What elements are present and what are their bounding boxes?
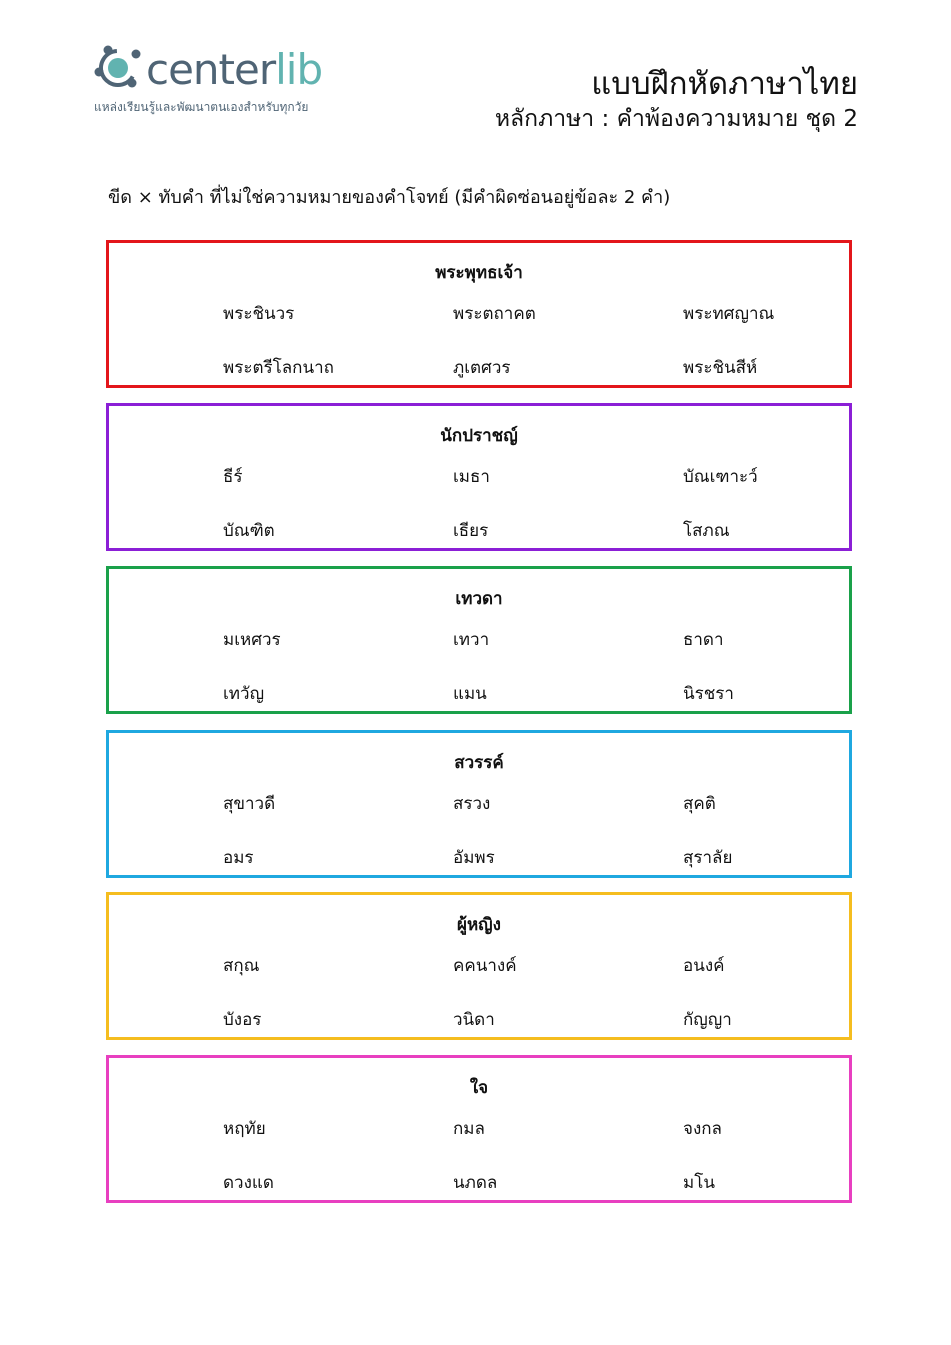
logo-wordmark [146, 44, 322, 96]
centerlib-logo [92, 40, 352, 120]
choice-word[interactable]: แมน [453, 684, 487, 704]
question-box-6 [106, 1055, 852, 1203]
choice-word[interactable]: พระตรีโลกนาถ [223, 358, 334, 378]
choice-word[interactable]: พระทศญาณ [683, 304, 775, 324]
choice-word[interactable]: สุคติ [683, 794, 716, 814]
logo-word-main: center [146, 45, 276, 94]
choice-word[interactable]: อมร [223, 848, 254, 868]
choice-word[interactable]: ธาดา [683, 630, 724, 650]
choice-word[interactable]: เทวา [453, 630, 490, 650]
choice-word[interactable]: นิรชรา [683, 684, 734, 704]
choice-word[interactable]: ดวงแด [223, 1173, 274, 1193]
question-box-1 [106, 240, 852, 388]
worksheet-subtitle: หลักภาษา : คำพ้องความหมาย ชุด 2 [494, 106, 858, 132]
choice-word[interactable]: วนิดา [453, 1010, 495, 1030]
question-word: พระพุทธเจ้า [435, 263, 523, 283]
choice-word[interactable]: ธีร์ [223, 467, 243, 487]
choice-word[interactable]: มโน [683, 1173, 715, 1193]
choice-word[interactable]: เธียร [453, 521, 489, 541]
question-word: เทวดา [455, 589, 503, 609]
question-box-4 [106, 730, 852, 878]
question-box-3 [106, 566, 852, 714]
choice-word[interactable]: โสภณ [683, 521, 730, 541]
question-box-5 [106, 892, 852, 1040]
choice-word[interactable]: สกุณ [223, 956, 260, 976]
choice-word[interactable]: สรวง [453, 794, 491, 814]
choice-word[interactable]: พระตถาคต [453, 304, 536, 324]
logo-tagline: แหล่งเรียนรู้และพัฒนาตนเองสำหรับทุกวัย [94, 100, 309, 114]
molecule-logo-icon [92, 40, 148, 96]
choice-word[interactable]: กัญญา [683, 1010, 732, 1030]
question-word: สวรรค์ [454, 753, 504, 773]
choice-word[interactable]: บัณฑิต [223, 521, 275, 541]
choice-word[interactable]: พระชินสีห์ [683, 358, 758, 378]
question-word: ใจ [469, 1078, 489, 1098]
choice-word[interactable]: อัมพร [453, 848, 495, 868]
worksheet-title: แบบฝึกหัดภาษาไทย [591, 66, 858, 102]
choice-word[interactable]: ภูเตศวร [453, 358, 511, 378]
choice-word[interactable]: หฤทัย [223, 1119, 266, 1139]
choice-word[interactable]: อนงค์ [683, 956, 725, 976]
question-word: นักปราชญ์ [440, 426, 518, 446]
choice-word[interactable]: สุขาวดี [223, 794, 276, 814]
choice-word[interactable]: มเหศวร [223, 630, 281, 650]
choice-word[interactable]: เทวัญ [223, 684, 265, 704]
choice-word[interactable]: บังอร [223, 1010, 262, 1030]
instruction-text: ขีด × ทับคำ ที่ไม่ใช่ความหมายของคำโจทย์ (มีคำผิดซ่อนอยู่ข้อละ 2 คำ) [108, 187, 671, 208]
choice-word[interactable]: นภดล [453, 1173, 498, 1193]
choice-word[interactable]: จงกล [683, 1119, 722, 1139]
question-box-2 [106, 403, 852, 551]
choice-word[interactable]: เมธา [453, 467, 490, 487]
choice-word[interactable]: สุราลัย [683, 848, 733, 868]
choice-word[interactable]: คคนางค์ [453, 956, 517, 976]
logo-word-accent: lib [275, 45, 323, 94]
choice-word[interactable]: กมล [453, 1119, 485, 1139]
question-word: ผู้หญิง [457, 915, 501, 935]
choice-word[interactable]: พระชินวร [223, 304, 295, 324]
choice-word[interactable]: บัณเฑาะว์ [683, 467, 758, 487]
